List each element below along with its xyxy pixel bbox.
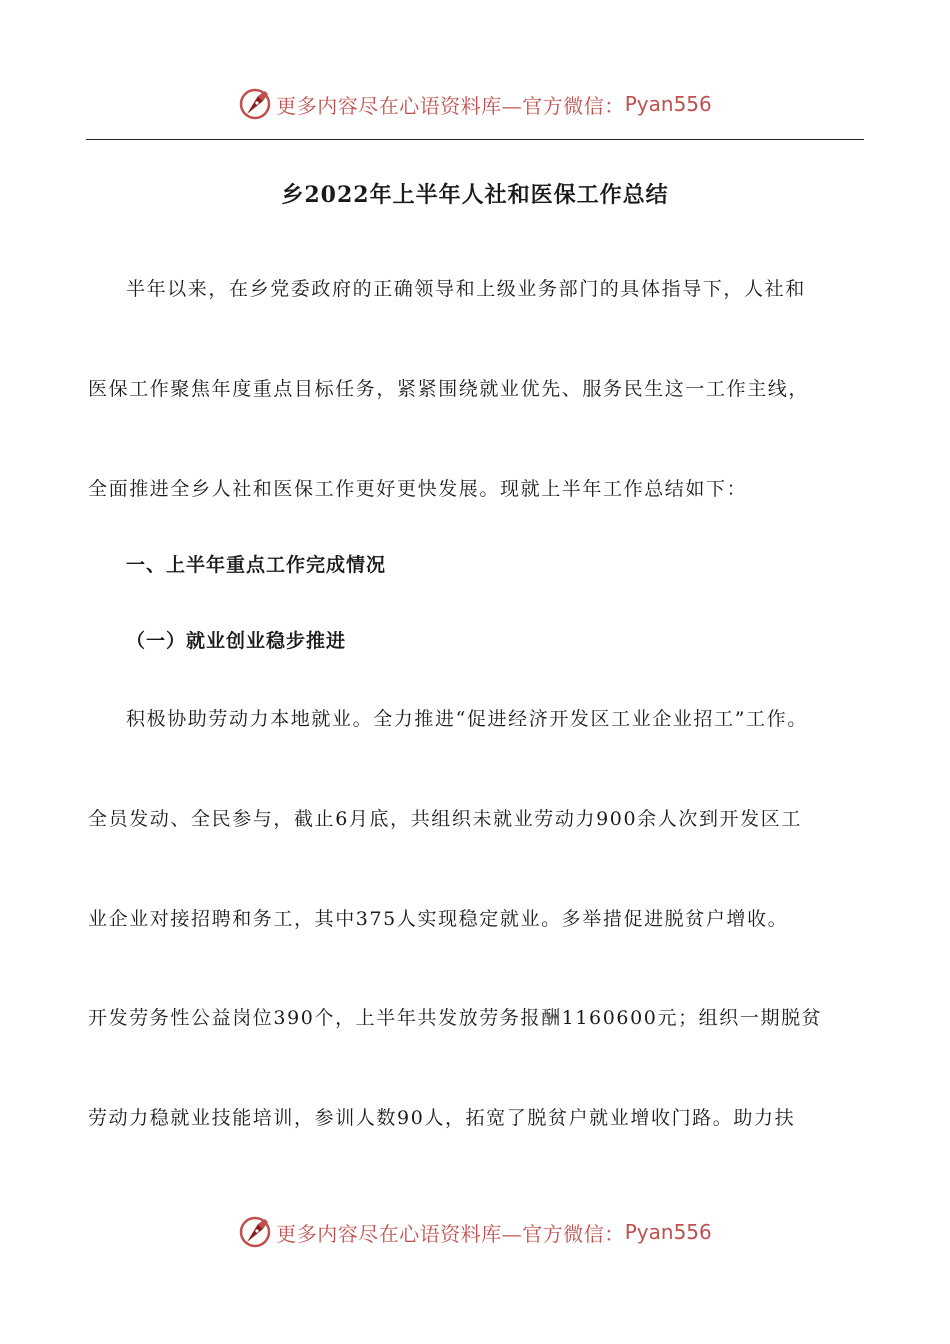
header-divider: [86, 139, 864, 140]
body-line-6: 积极协助劳动力本地就业。全力推进“促进经济开发区工业企业招工”工作。: [126, 708, 808, 730]
footer-banner-text: 更多内容尽在心语资料库—官方微信：: [276, 1221, 625, 1246]
header-banner-handle: Pyan556: [624, 92, 712, 116]
footer-banner-handle: Pyan556: [624, 1220, 712, 1244]
header-banner: [0, 84, 950, 124]
section-heading: 一、上半年重点工作完成情况: [126, 554, 387, 576]
pen-nib-logo-icon: [238, 1215, 272, 1249]
header-banner-text: 更多内容尽在心语资料库—官方微信：: [276, 93, 625, 118]
subsection-heading: （一）就业创业稳步推进: [126, 630, 347, 652]
body-line-8: 业企业对接招聘和务工，其中375人实现稳定就业。多举措促进脱贫户增收。: [88, 908, 789, 930]
body-line-10: 劳动力稳就业技能培训，参训人数90人，拓宽了脱贫户就业增收门路。助力扶: [88, 1107, 796, 1129]
pen-nib-logo-icon: [238, 87, 272, 121]
body-line-3: 全面推进全乡人社和医保工作更好更快发展。现就上半年工作总结如下：: [88, 478, 748, 500]
body-line-9: 开发劳务性公益岗位390个，上半年共发放劳务报酬1160600元；组织一期脱贫: [88, 1007, 823, 1029]
footer-banner: [0, 1212, 950, 1252]
body-line-1: 半年以来，在乡党委政府的正确领导和上级业务部门的具体指导下，人社和: [126, 278, 806, 300]
body-line-7: 全员发动、全民参与，截止6月底，共组织未就业劳动力900余人次到开发区工: [88, 808, 802, 830]
document-title: 乡2022年上半年人社和医保工作总结: [281, 182, 669, 208]
body-line-2: 医保工作聚焦年度重点目标任务，紧紧围绕就业优先、服务民生这一工作主线，: [88, 378, 810, 400]
